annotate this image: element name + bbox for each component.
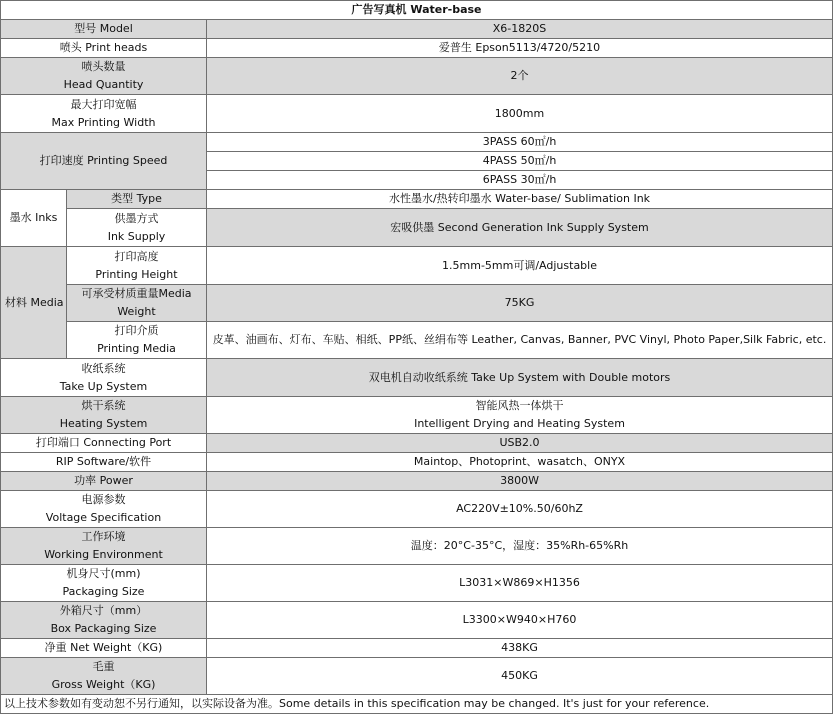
rip-label: RIP Software/软件 [1,453,207,472]
max-width-label-cn: 最大打印宽幅 [70,97,137,111]
environment-label [1,528,207,565]
gross-weight-label-en: Gross Weight（KG) [51,678,156,691]
ink-type-value: 水性墨水/热转印墨水 Water-base/ Sublimation Ink [207,190,833,209]
take-up-label [1,359,207,397]
media-group-label: 材料 Media [1,247,67,359]
heating-value-en: Intelligent Drying and Heating System [414,417,625,430]
speed-value-6pass: 6PASS 30㎡/h [207,171,833,190]
power-value: 3800W [207,472,833,491]
port-value: USB2.0 [207,434,833,453]
row-box-packaging [1,602,833,639]
heating-label [1,397,207,434]
speed-value-3pass: 3PASS 60㎡/h [207,133,833,152]
packaging-label-cn: 机身尺寸(mm) [66,567,141,580]
port-label: 打印端口 Connecting Port [1,434,207,453]
media-weight-label-en: Weight [117,305,156,318]
printing-media-label [67,322,207,359]
row-printing-media [1,322,833,359]
head-quantity-value: 2个 [207,58,833,95]
row-net-weight [1,639,833,658]
row-max-width [1,95,833,133]
ink-supply-label-cn: 供墨方式 [114,211,159,225]
packaging-label-en: Packaging Size [62,585,145,598]
box-packaging-label-en: Box Packaging Size [50,622,157,635]
row-ink-type [1,190,833,209]
row-gross-weight [1,658,833,695]
head-quantity-label-en: Head Quantity [63,78,144,91]
gross-weight-value: 450KG [207,658,833,695]
ink-supply-label-en: Ink Supply [107,229,166,243]
row-media-weight [1,285,833,322]
heating-label-en: Heating System [59,417,148,430]
net-weight-value: 438KG [207,639,833,658]
rip-value: Maintop、Photoprint、wasatch、ONYX [207,453,833,472]
model-label: 型号 Model [1,20,207,39]
row-power [1,472,833,491]
inks-group-label: 墨水 Inks [1,190,67,247]
footer-note: 以上技术参数如有变动恕不另行通知，以实际设备为准。Some details in this specification may be changed. It's just for your reference. [1,695,833,714]
row-speed-1 [1,133,833,152]
speed-value-4pass: 4PASS 50㎡/h [207,152,833,171]
box-packaging-value: L3300×W940×H760 [207,602,833,639]
media-weight-value: 75KG [207,285,833,322]
ink-type-label: 类型 Type [67,190,207,209]
printing-height-label [67,247,207,285]
ink-supply-label [67,209,207,247]
row-head-quantity [1,58,833,95]
head-quantity-label-cn: 喷头数量 [81,60,126,73]
row-port [1,434,833,453]
row-ink-supply [1,209,833,247]
speed-label: 打印速度 Printing Speed [1,133,207,190]
max-width-value: 1800mm [207,95,833,133]
take-up-label-en: Take Up System [59,379,148,393]
row-packaging [1,565,833,602]
model-value: X6-1820S [207,20,833,39]
gross-weight-label [1,658,207,695]
printing-height-label-cn: 打印高度 [114,249,159,263]
heating-label-cn: 烘干系统 [81,399,126,412]
ink-supply-value: 宏吸供墨 Second Generation Ink Supply System [207,209,833,247]
gross-weight-label-cn: 毛重 [92,660,115,673]
row-print-heads [1,39,833,58]
footer-row [1,695,833,714]
printing-media-value: 皮革、油画布、灯布、车贴、相纸、PP纸、丝绢布等 Leather, Canvas, Banner, PVC Vinyl, Photo Paper,Silk Fabric, etc. [207,322,833,359]
voltage-label-en: Voltage Specification [45,511,162,524]
packaging-value: L3031×W869×H1356 [207,565,833,602]
voltage-value: AC220V±10%.50/60hZ [207,491,833,528]
title-row [1,1,833,20]
heating-value-cn: 智能风热一体烘干 [475,399,564,412]
media-weight-label-cn: 可承受材质重量Media [81,287,192,300]
heating-value [207,397,833,434]
voltage-label-cn: 电源参数 [81,493,126,506]
power-label: 功率 Power [1,472,207,491]
environment-value: 温度：20°C-35°C，湿度：35%Rh-65%Rh [207,528,833,565]
media-weight-label [67,285,207,322]
row-printing-height [1,247,833,285]
printing-media-label-en: Printing Media [97,342,176,355]
box-packaging-label-cn: 外箱尺寸（mm） [59,604,148,617]
print-heads-label: 喷头 Print heads [1,39,207,58]
row-rip [1,453,833,472]
print-heads-value: 爱普生 Epson5113/4720/5210 [207,39,833,58]
printing-media-label-cn: 打印介质 [114,324,159,337]
row-environment [1,528,833,565]
spec-title: 广告写真机 Water-base [1,1,833,20]
environment-label-en: Working Environment [44,548,163,561]
environment-label-cn: 工作环境 [81,530,126,543]
row-model [1,20,833,39]
packaging-label [1,565,207,602]
voltage-label [1,491,207,528]
printing-height-value: 1.5mm-5mm可调/Adjustable [207,247,833,285]
box-packaging-label [1,602,207,639]
row-take-up [1,359,833,397]
head-quantity-label [1,58,207,95]
max-width-label [1,95,207,133]
max-width-label-en: Max Printing Width [51,115,156,129]
take-up-value: 双电机自动收纸系统 Take Up System with Double motors [207,359,833,397]
take-up-label-cn: 收纸系统 [81,361,126,375]
net-weight-label: 净重 Net Weight（KG) [1,639,207,658]
printing-height-label-en: Printing Height [95,267,178,281]
row-voltage [1,491,833,528]
row-heating [1,397,833,434]
